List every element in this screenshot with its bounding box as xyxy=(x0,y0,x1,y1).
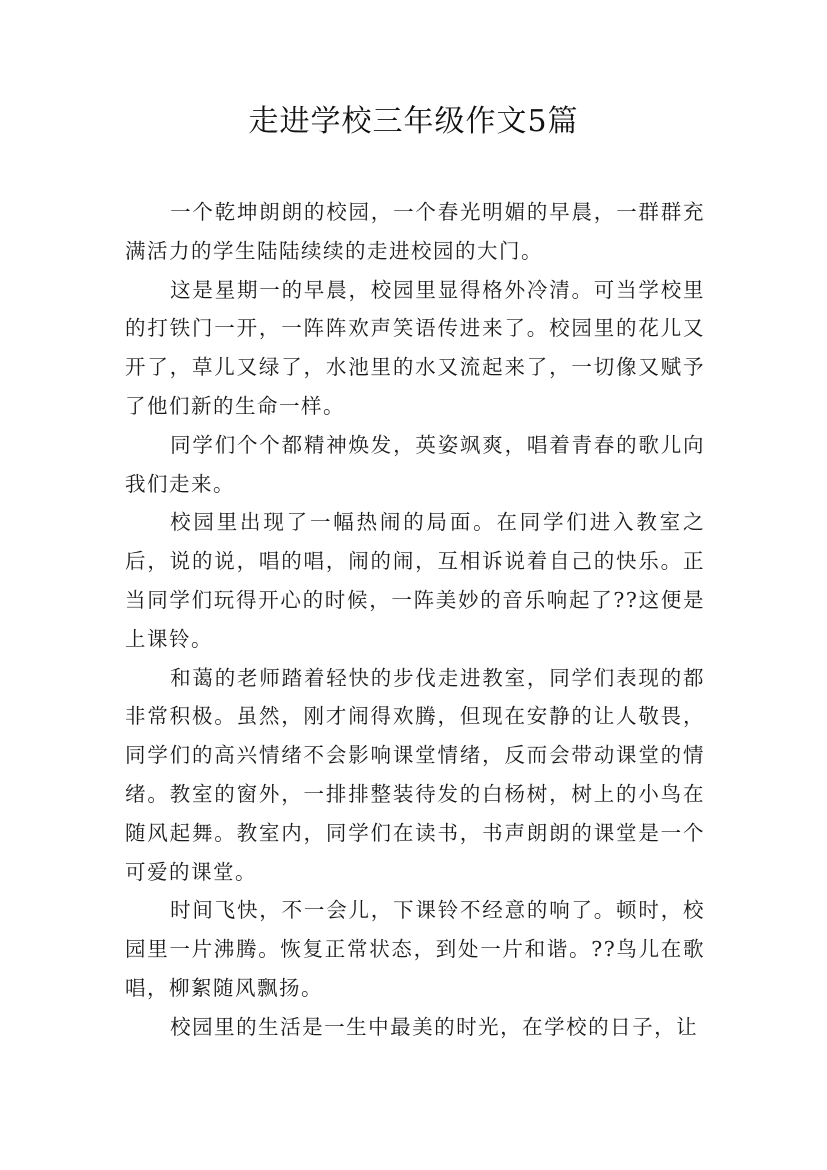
paragraph: 校园里的生活是一生中最美的时光，在学校的日子，让 xyxy=(170,1014,699,1039)
paragraph: 这是星期一的早晨，校园里显得格外冷清。可当学校里的打铁门一开，一阵阵欢声笑语传进来了。校园里的花儿又开了，草儿又绿了，水池里的水又流起来了，一切像又赋予了他们新的生命一样。 xyxy=(125,277,705,418)
paragraph: 时间飞快，不一会儿，下课铃不经意的响了。顿时，校园里一片沸腾。恢复正常状态，到处一片和谐。??鸟儿在歌唱，柳絮随风飘扬。 xyxy=(125,898,705,1000)
paragraph: 一个乾坤朗朗的校园，一个春光明媚的早晨，一群群充满活力的学生陆陆续续的走进校园的大门。 xyxy=(125,200,705,263)
paragraph: 同学们个个都精神焕发，英姿飒爽，唱着青春的歌儿向我们走来。 xyxy=(125,432,705,496)
document-title: 走进学校三年级作文5篇 xyxy=(248,104,579,139)
paragraph: 校园里出现了一幅热闹的局面。在同学们进入教室之后，说的说，唱的唱，闹的闹，互相诉说着自己的快乐。正当同学们玩得开心的时候，一阵美妙的音乐响起了??这便是上课铃。 xyxy=(125,510,705,651)
paragraph: 和蔼的老师踏着轻快的步伐走进教室，同学们表现的都非常积极。虽然，刚才闹得欢腾，但现在安静的让人敬畏，同学们的高兴情绪不会影响课堂情绪，反而会带动课堂的情绪。教室的窗外，一排排整装待发的白杨树，树上的小鸟在随风起舞。教室内，同学们在读书，书声朗朗的课堂是一个可爱的课堂。 xyxy=(125,665,705,884)
document-body xyxy=(125,193,705,1047)
